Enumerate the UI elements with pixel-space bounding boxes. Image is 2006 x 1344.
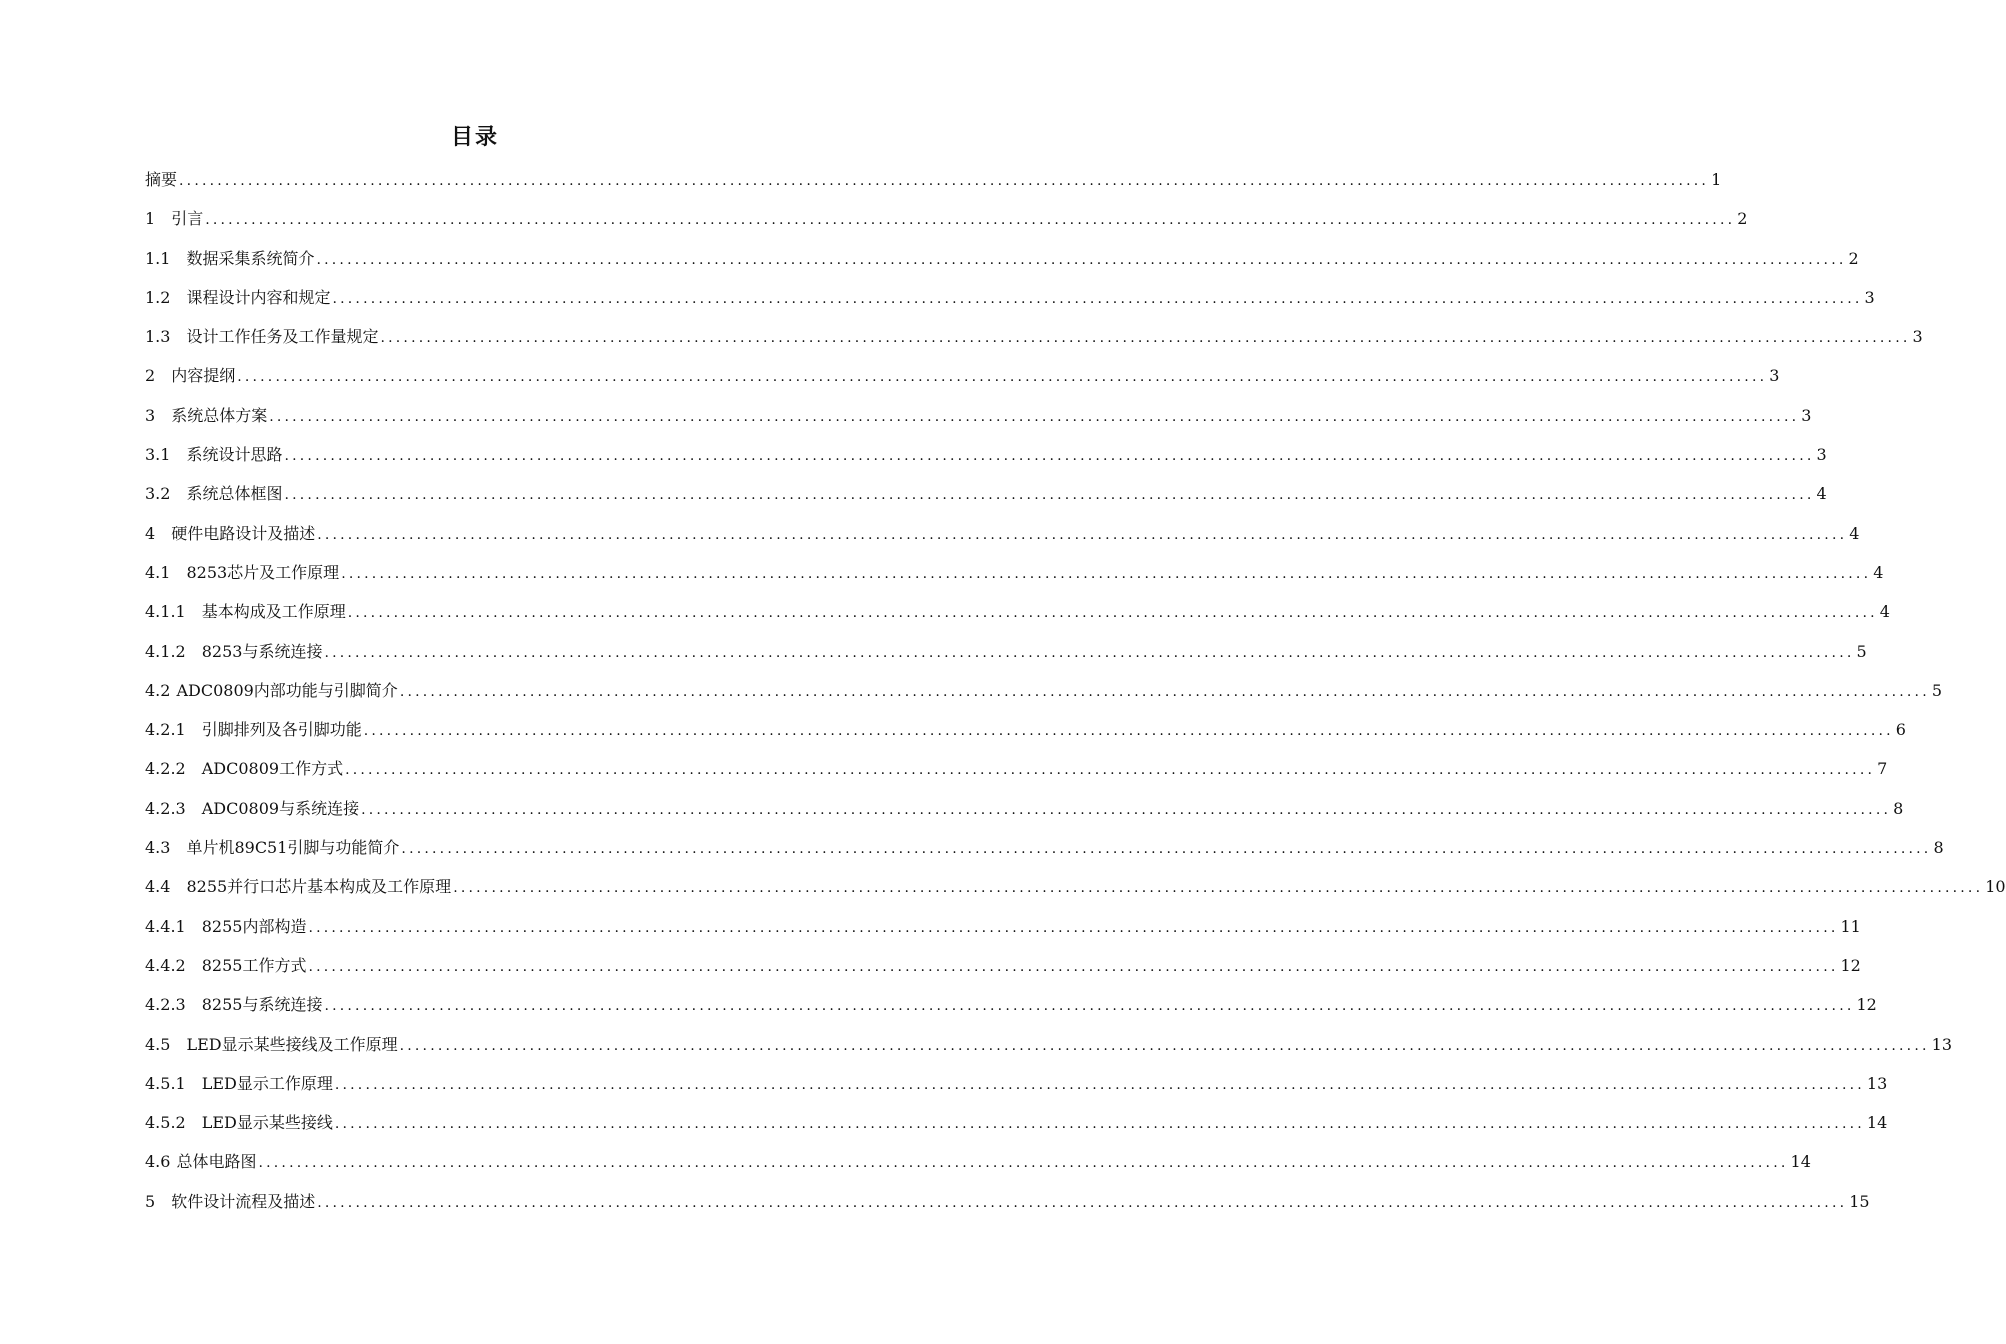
toc-entry[interactable] [145,438,1827,477]
toc-entry-page-number: 3 [1912,327,1923,347]
dot-leader: ........................................................................................................................................................................................................ [453,880,1984,897]
toc-entry-number: 1.2 [145,287,171,307]
toc-entry-number: 4.4 [145,877,171,897]
toc-entry-number: 4.6 [145,1152,171,1172]
dot-leader: ........................................................................................................................................................................................................ [341,565,1872,582]
toc-entry-number: 4.4.2 [145,955,186,975]
toc-entry-page-number: 3 [1801,405,1812,425]
toc-entry[interactable] [145,320,1923,359]
dot-leader: ........................................................................................................................................................................................................ [399,1037,1930,1054]
dot-leader: ........................................................................................................................................................................................................ [317,526,1848,543]
toc-entry-label [145,438,282,472]
toc-entry-label [145,1028,398,1062]
toc-entry-number: 3.2 [145,484,171,504]
toc-entry-text: 数据采集系统简介 [186,248,315,268]
dot-leader: ........................................................................................................................................................................................................ [363,723,1894,740]
toc-entry-page-number: 14 [1790,1152,1811,1172]
toc-entry-label [145,635,322,669]
toc-entry[interactable] [145,281,1875,320]
toc-entry-label [145,752,343,786]
toc-entry-page-number: 2 [1848,248,1859,268]
toc-entry[interactable] [145,477,1827,516]
dot-leader: ........................................................................................................................................................................................................ [334,1076,1865,1093]
toc-entry-text: 系统总体框图 [186,484,283,504]
toc-entry-text: 单片机89C51引脚与功能简介 [186,838,400,858]
dot-leader: ........................................................................................................................................................................................................ [345,762,1876,779]
toc-entry-label [145,713,362,747]
dot-leader: ........................................................................................................................................................................................................ [361,801,1892,818]
dot-leader: ........................................................................................................................................................................................................ [324,998,1855,1015]
dot-leader: ........................................................................................................................................................................................................ [332,290,1863,307]
toc-entry-number: 4 [145,523,156,543]
toc-entry[interactable] [145,242,1859,281]
toc-entry-text: 软件设计流程及描述 [171,1191,316,1211]
toc-entry-page-number: 4 [1879,602,1890,622]
toc-entry[interactable] [145,1145,1811,1184]
dot-leader: ........................................................................................................................................................................................................ [308,919,1839,936]
toc-entry-text: 8255并行口芯片基本构成及工作原理 [186,877,452,897]
toc-entry-text: 摘要 [145,170,178,189]
toc-entry-label [145,1185,315,1219]
toc-entry-number: 4.5 [145,1034,171,1054]
toc-entry[interactable] [145,792,1904,831]
toc-entry-label [145,242,314,276]
toc-entry-number: 4.3 [145,838,171,858]
toc-title: 目录 [450,125,499,150]
toc-entry-label [145,281,330,315]
toc-entry-page-number: 5 [1856,641,1867,661]
toc-entry[interactable] [145,752,1888,791]
toc-entry-page-number: 13 [1931,1034,1952,1054]
toc-entry-label [145,674,398,708]
toc-entry[interactable] [145,635,1867,674]
toc-entry-page-number: 4 [1849,523,1860,543]
toc-entry-label [145,792,359,826]
toc-entry-page-number: 4 [1816,484,1827,504]
toc-entry-label [145,1106,333,1140]
toc-entry-page-number: 12 [1856,995,1877,1015]
toc-entry-page-number: 3 [1769,366,1780,386]
toc-entry-page-number: 13 [1866,1073,1888,1093]
toc-entry-page-number: 3 [1816,445,1827,465]
toc-entry-page-number: 2 [1737,209,1748,229]
toc-entry-text: 课程设计内容和规定 [186,287,331,307]
toc-entry-text: 系统设计思路 [186,445,283,465]
toc-entry[interactable] [145,202,1748,241]
toc-entry-number: 2 [145,366,156,386]
toc-entry-text: ADC0809与系统连接 [201,798,360,818]
toc-entry-page-number: 3 [1864,287,1875,307]
toc-entry-number: 4.2.1 [145,720,186,740]
toc-entry[interactable] [145,517,1860,556]
toc-entry[interactable] [145,595,1890,634]
toc-entry-text: LED显示某些接线 [201,1113,333,1133]
toc-entry-page-number: 8 [1933,838,1944,858]
dot-leader: ........................................................................................................................................................................................................ [237,369,1768,386]
toc-entry-label [145,949,306,983]
toc-entry-text: 基本构成及工作原理 [201,602,346,622]
toc-entry-text: 8255工作方式 [201,955,307,975]
toc-entry-page-number: 6 [1895,720,1906,740]
toc-entry-label [145,517,315,551]
toc-entry-label [145,163,177,197]
toc-entry-page-number: 10 [1985,877,2006,897]
toc-entry-page-number: 4 [1873,562,1884,582]
toc-entry-page-number: 7 [1877,759,1888,779]
dot-leader: ........................................................................................................................................................................................................ [347,605,1878,622]
toc-entry[interactable] [145,163,1722,202]
toc-entry-text: LED显示某些接线及工作原理 [186,1034,398,1054]
toc-entry-text: 引脚排列及各引脚功能 [201,720,362,740]
dot-leader: ........................................................................................................................................................................................................ [284,448,1815,465]
toc-entry-label [145,595,346,629]
toc-entry-label [145,320,378,354]
dot-leader: ........................................................................................................................................................................................................ [380,330,1911,347]
dot-leader: ........................................................................................................................................................................................................ [269,408,1800,425]
toc-entry-text: 8253与系统连接 [201,641,323,661]
toc-entry-number: 4.4.1 [145,916,186,936]
toc-entry-label [145,831,399,865]
toc-entry-number: 4.1 [145,562,171,582]
toc-entry-label [145,910,306,944]
toc-entry-number: 4.2 [145,680,171,700]
dot-leader: ........................................................................................................................................................................................................ [316,251,1847,268]
toc-entry-text: 8255内部构造 [201,916,307,936]
toc-entry-number: 1.3 [145,327,171,347]
toc-entry-number: 1.1 [145,248,171,268]
toc-entry-number: 3.1 [145,445,171,465]
toc-entry-label [145,1145,256,1179]
toc-entry-text: 设计工作任务及工作量规定 [186,327,379,347]
toc-entry-label [145,988,322,1022]
toc-entry-label [145,202,203,236]
toc-entry-number: 4.5.2 [145,1113,186,1133]
toc-entry-number: 4.2.3 [145,995,186,1015]
toc-entry-number: 5 [145,1191,156,1211]
toc-entry[interactable] [145,1106,1888,1145]
toc-list [145,163,2006,1224]
dot-leader: ........................................................................................................................................................................................................ [308,958,1839,975]
toc-entry-number: 4.1.2 [145,641,186,661]
toc-entry-label [145,1067,333,1101]
toc-entry-label [145,477,282,511]
toc-entry[interactable] [145,870,2006,909]
toc-entry-page-number: 8 [1893,798,1904,818]
toc-entry[interactable] [145,1028,1952,1067]
dot-leader: ........................................................................................................................................................................................................ [258,1155,1789,1172]
toc-entry-page-number: 11 [1840,916,1861,936]
toc-entry-number: 4.1.1 [145,602,186,622]
toc-entry[interactable] [145,949,1861,988]
toc-entry[interactable] [145,359,1780,398]
toc-entry-text: ADC0809内部功能与引脚简介 [176,680,398,700]
toc-entry-number: 4.2.3 [145,798,186,818]
toc-entry-text: LED显示工作原理 [201,1073,333,1093]
dot-leader: ........................................................................................................................................................................................................ [324,644,1855,661]
toc-entry-page-number: 12 [1840,955,1861,975]
toc-entry[interactable] [145,1185,1870,1224]
toc-entry[interactable] [145,910,1861,949]
toc-entry-number: 4.2.2 [145,759,186,779]
toc-entry-label [145,870,451,904]
toc-entry-number: 3 [145,405,156,425]
toc-entry-label [145,359,235,393]
dot-leader: ........................................................................................................................................................................................................ [317,1194,1848,1211]
toc-entry-text: 总体电路图 [176,1152,257,1172]
toc-entry-label [145,556,339,590]
toc-entry-page-number: 14 [1866,1113,1888,1133]
toc-entry-text: 引言 [171,209,204,229]
toc-entry[interactable] [145,399,1812,438]
toc-entry-label [145,399,267,433]
dot-leader: ........................................................................................................................................................................................................ [179,173,1710,189]
toc-entry-page-number: 5 [1931,680,1943,700]
toc-entry-page-number: 15 [1849,1191,1870,1211]
toc-entry-text: 8253芯片及工作原理 [186,562,340,582]
toc-entry-text: 硬件电路设计及描述 [171,523,316,543]
toc-entry[interactable] [145,1067,1888,1106]
toc-entry-page-number: 1 [1711,170,1722,189]
toc-entry-text: 系统总体方案 [171,405,268,425]
dot-leader: ........................................................................................................................................................................................................ [284,487,1815,504]
toc-entry-number: 1 [145,209,156,229]
toc-entry[interactable] [145,831,1944,870]
dot-leader: ........................................................................................................................................................................................................ [334,1116,1865,1133]
toc-entry-text: 内容提纲 [171,366,236,386]
dot-leader: ........................................................................................................................................................................................................ [401,841,1932,858]
toc-entry[interactable] [145,988,1877,1027]
toc-entry-number: 4.5.1 [145,1073,186,1093]
dot-leader: ........................................................................................................................................................................................................ [399,683,1930,700]
toc-entry-text: 8255与系统连接 [201,995,323,1015]
toc-entry[interactable] [145,674,1943,713]
toc-entry[interactable] [145,713,1906,752]
dot-leader: ........................................................................................................................................................................................................ [205,212,1736,229]
toc-entry-text: ADC0809工作方式 [201,759,344,779]
toc-entry[interactable] [145,556,1884,595]
